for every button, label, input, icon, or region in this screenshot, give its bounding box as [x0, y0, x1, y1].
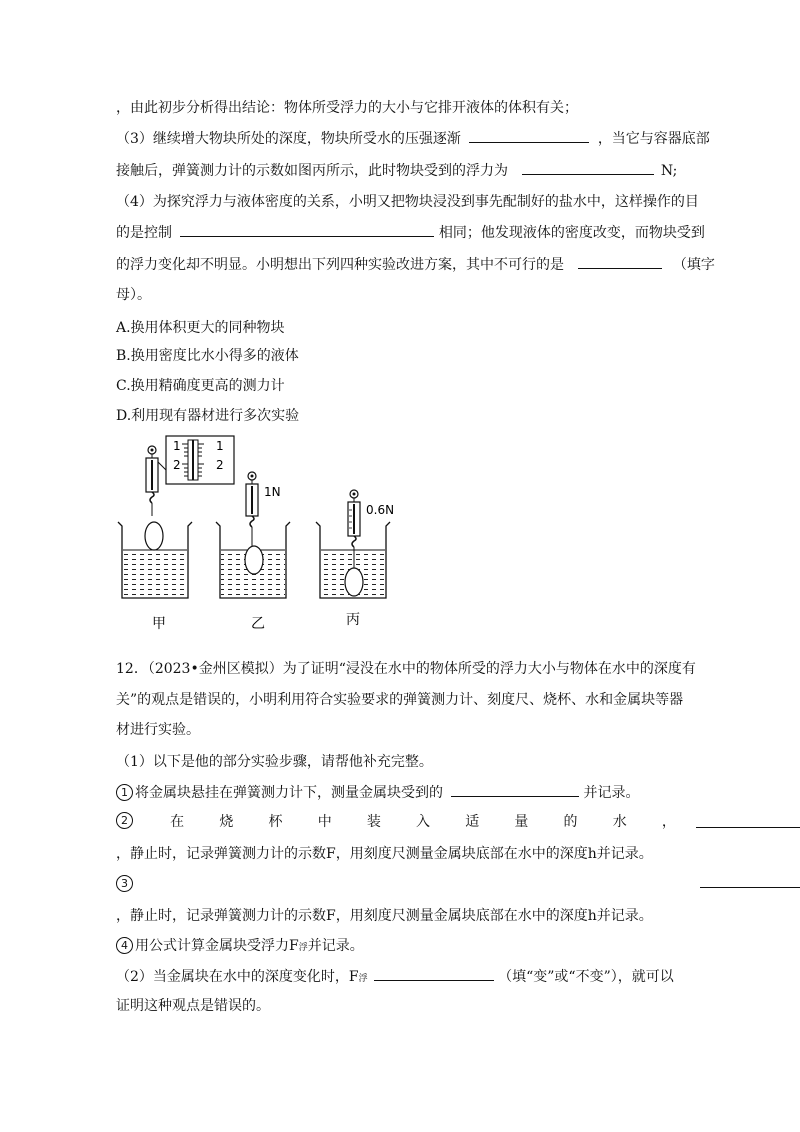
- step3-continuation: ，静止时，记录弹簧测力计的示数F，用刻度尺测量金属块底部在水中的深度h并记录。: [116, 908, 653, 924]
- step2-number: 2: [116, 812, 133, 829]
- q12-header-2: 关”的观点是错误的，小明利用符合实验要求的弹簧测力计、刻度尺、烧杯、水和金属块等器: [116, 692, 684, 708]
- beaker-jia: [118, 436, 234, 632]
- step3-answer-blank[interactable]: [700, 886, 800, 888]
- option-d: D.利用现有器材进行多次实验: [116, 408, 300, 424]
- part4-line4: 母）。: [116, 287, 151, 303]
- q12-header: 12．（2023•金州区模拟）为了证明“浸没在水中的物体所受的浮力大小与物体在水中的深度有: [116, 661, 696, 677]
- q12-header-3: 材进行实验。: [116, 722, 200, 738]
- experiment-figure: [100, 432, 420, 632]
- svg-text:2: 2: [216, 458, 224, 472]
- step2-continuation: ，静止时，记录弹簧测力计的示数F，用刻度尺测量金属块底部在水中的深度h并记录。: [116, 846, 653, 862]
- label-jia: 甲: [152, 616, 166, 632]
- part4-line3: 的浮力变化却不明显。小明想出下列四种实验改进方案，其中不可行的是 （填字: [116, 254, 715, 275]
- svg-text:2: 2: [173, 458, 181, 472]
- part3-line2: 接触后，弹簧测力计的示数如图丙所示，此时物块受到的浮力为 N;: [116, 160, 677, 181]
- svg-text:1: 1: [216, 439, 224, 453]
- step2: 2 在 烧 杯 中 装 入 适 量 的 水 ，: [116, 812, 676, 832]
- q12-part1: （1）以下是他的部分实验步骤，请帮他补充完整。: [116, 754, 433, 770]
- force-label-bing: 0.6N: [366, 503, 395, 517]
- label-yi: 乙: [251, 616, 265, 632]
- option-c: C.换用精确度更高的测力计: [116, 378, 285, 394]
- step3-number: 3: [116, 875, 133, 892]
- q12-part2-line2: 证明这种观点是错误的。: [116, 998, 270, 1014]
- part3-line1: （3）继续增大物块所处的深度，物块所受水的压强逐渐 ，当它与容器底部: [116, 128, 710, 149]
- label-bing: 丙: [346, 612, 360, 628]
- step4-number: 4: [116, 937, 133, 954]
- step3: [116, 874, 135, 894]
- svg-text:1: 1: [173, 439, 181, 453]
- beaker-bing: [316, 490, 394, 628]
- option-b: B.换用密度比水小得多的液体: [116, 348, 299, 364]
- pressure-answer-blank[interactable]: [469, 128, 589, 143]
- gravity-answer-blank[interactable]: [451, 782, 579, 797]
- step1-number: 1: [116, 784, 133, 801]
- part4-line2: 的是控制 相同；他发现液体的密度改变，而物块受到: [116, 222, 705, 243]
- control-variable-blank[interactable]: [180, 222, 434, 237]
- part4-line1: （4）为探究浮力与液体密度的关系，小明又把物块浸没到事先配制好的盐水中，这样操作的目: [116, 194, 699, 210]
- q12-part2-line1: （2）当金属块在水中的深度变化时，F浮 （填“变”或“不变”），就可以: [116, 966, 674, 989]
- change-answer-blank[interactable]: [374, 966, 494, 981]
- step4: 4 用公式计算金属块受浮力F浮并记录。: [116, 936, 364, 958]
- step2-answer-blank[interactable]: [696, 826, 800, 828]
- letter-answer-blank[interactable]: [578, 254, 662, 269]
- conclusion-line: ，由此初步分析得出结论：物体所受浮力的大小与它排开液体的体积有关；: [116, 100, 578, 116]
- force-label-yi: 1N: [264, 485, 281, 499]
- step1: 1 将金属块悬挂在弹簧测力计下，测量金属块受到的 并记录。: [116, 782, 639, 803]
- beaker-yi: [216, 472, 290, 632]
- buoyancy-answer-blank[interactable]: [522, 160, 654, 175]
- option-a: A.换用体积更大的同种物块: [116, 320, 285, 336]
